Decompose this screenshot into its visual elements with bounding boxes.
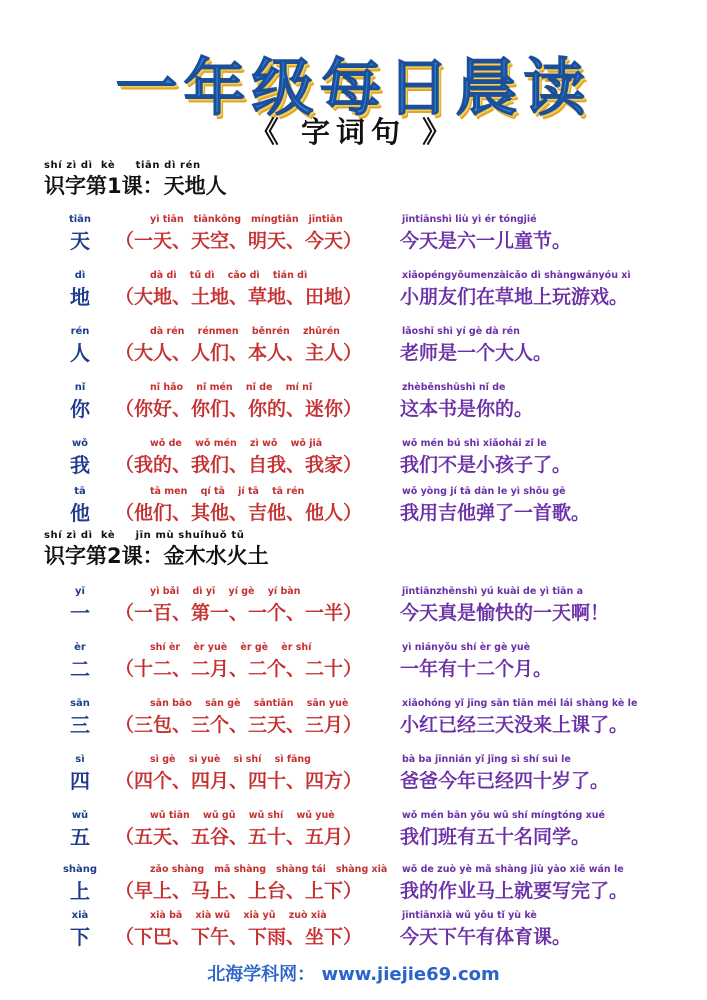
- sentence-pinyin: zhèběnshūshì nǐ de: [402, 382, 506, 393]
- words-pinyin: wǒ de wǒ mén zì wǒ wǒ jiā: [150, 438, 323, 449]
- entry-row: [0, 754, 707, 806]
- words-pinyin: sān bāo sān gè sāntiān sān yuè: [150, 698, 349, 709]
- example-sentence: 一年有十二个月。: [400, 658, 553, 680]
- entry-row: [0, 864, 707, 916]
- main-character: 天: [70, 229, 90, 253]
- sentence-pinyin: wǒ yòng jí tā dàn le yì shǒu gē: [402, 486, 566, 497]
- char-pinyin: rén: [70, 326, 90, 337]
- lesson-heading: 识字第2课：金木水火土: [44, 544, 269, 568]
- char-pinyin: tā: [74, 486, 86, 497]
- entry-row: [0, 438, 707, 490]
- lesson-pinyin: shí zì dì kè tiān dì rén: [44, 160, 201, 171]
- entry-row: [0, 326, 707, 378]
- char-pinyin: shàng: [62, 864, 98, 875]
- sentence-pinyin: xiǎopéngyǒumenzàicǎo dì shàngwányóu xì: [402, 270, 631, 281]
- words-pinyin: sì gè sì yuè sì shí sì fāng: [150, 754, 311, 765]
- example-sentence: 我的作业马上就要写完了。: [400, 880, 629, 902]
- main-character: 他: [70, 501, 90, 525]
- example-sentence: 小朋友们在草地上玩游戏。: [400, 286, 629, 308]
- char-pinyin: èr: [74, 642, 86, 653]
- main-character: 你: [70, 397, 90, 421]
- words-pinyin: yì bǎi dì yī yí gè yí bàn: [150, 586, 301, 597]
- lesson-pinyin: shí zì dì kè jīn mù shuǐhuǒ tǔ: [44, 530, 245, 541]
- word-group: （一天、天空、明天、今天）: [115, 230, 363, 252]
- word-group: （早上、马上、上台、上下）: [115, 880, 363, 902]
- example-sentence: 这本书是你的。: [400, 398, 534, 420]
- main-character: 人: [70, 341, 90, 365]
- example-sentence: 爸爸今年已经四十岁了。: [400, 770, 610, 792]
- lesson-heading: 识字第1课：天地人: [44, 174, 227, 198]
- entry-row: [0, 910, 707, 962]
- char-pinyin: sān: [70, 698, 90, 709]
- sentence-pinyin: wǒ de zuò yè mǎ shàng jiù yào xiě wán le: [402, 864, 624, 875]
- word-group: （你好、你们、你的、迷你）: [115, 398, 363, 420]
- example-sentence: 我们班有五十名同学。: [400, 826, 591, 848]
- example-sentence: 今天真是愉快的一天啊！: [400, 602, 610, 624]
- sentence-pinyin: lǎoshī shì yí gè dà rén: [402, 326, 520, 337]
- sentence-pinyin: xiǎohóng yǐ jīng sān tiān méi lái shàng kè le: [402, 698, 638, 709]
- words-pinyin: dà dì tǔ dì cǎo dì tián dì: [150, 270, 308, 281]
- word-group: （一百、第一、一个、一半）: [115, 602, 363, 624]
- example-sentence: 小红已经三天没来上课了。: [400, 714, 629, 736]
- entry-row: [0, 214, 707, 266]
- main-character: 下: [70, 925, 90, 949]
- words-pinyin: nǐ hǎo nǐ mén nǐ de mí nǐ: [150, 382, 313, 393]
- entry-row: [0, 642, 707, 694]
- lesson-2-header: [44, 530, 269, 570]
- example-sentence: 我们不是小孩子了。: [400, 454, 572, 476]
- main-character: 三: [70, 713, 90, 737]
- sentence-pinyin: jīntiānshì liù yì ér tóngjié: [402, 214, 537, 225]
- char-pinyin: wǔ: [71, 810, 89, 821]
- main-character: 上: [70, 879, 90, 903]
- word-group: （五天、五谷、五十、五月）: [115, 826, 363, 848]
- main-character: 四: [70, 769, 90, 793]
- char-pinyin: nǐ: [74, 382, 86, 393]
- sentence-pinyin: bà ba jīnnián yǐ jīng sì shí suì le: [402, 754, 571, 765]
- example-sentence: 今天下午有体育课。: [400, 926, 572, 948]
- word-group: （三包、三个、三天、三月）: [115, 714, 363, 736]
- sentence-pinyin: jīntiānzhēnshì yú kuài de yì tiān a: [402, 586, 584, 597]
- words-pinyin: tā men qí tā jí tā tā rén: [150, 486, 305, 497]
- word-group: （大人、人们、本人、主人）: [115, 342, 363, 364]
- words-pinyin: zǎo shàng mǎ shàng shàng tái shàng xià: [150, 864, 388, 875]
- footer-website: 北海学科网： www.jiejie69.com: [207, 964, 500, 985]
- entry-row: [0, 382, 707, 434]
- char-pinyin: wǒ: [71, 438, 89, 449]
- words-pinyin: dà rén rénmen běnrén zhǔrén: [150, 326, 340, 337]
- char-pinyin: xià: [71, 910, 89, 921]
- example-sentence: 今天是六一儿童节。: [400, 230, 572, 252]
- sentence-pinyin: wǒ mén bān yǒu wǔ shí míngtóng xué: [402, 810, 605, 821]
- main-character: 二: [70, 657, 90, 681]
- sentence-pinyin: yì niányǒu shí èr gè yuè: [402, 642, 531, 653]
- word-group: （我的、我们、自我、我家）: [115, 454, 363, 476]
- main-character: 地: [70, 285, 90, 309]
- words-pinyin: shí èr èr yuè èr gè èr shí: [150, 642, 312, 653]
- sentence-pinyin: wǒ mén bú shì xiǎohái zǐ le: [402, 438, 547, 449]
- entry-row: [0, 586, 707, 638]
- word-group: （大地、土地、草地、田地）: [115, 286, 363, 308]
- main-character: 五: [70, 825, 90, 849]
- char-pinyin: tiān: [68, 214, 92, 225]
- main-character: 一: [70, 601, 90, 625]
- example-sentence: 老师是一个大人。: [400, 342, 553, 364]
- entry-row: [0, 698, 707, 750]
- main-character: 我: [70, 453, 90, 477]
- sentence-pinyin: jīntiānxià wǔ yǒu tǐ yù kè: [402, 910, 537, 921]
- words-pinyin: xià bā xià wǔ xià yǔ zuò xià: [150, 910, 327, 921]
- char-pinyin: sì: [75, 754, 85, 765]
- entry-row: [0, 810, 707, 862]
- word-group: （他们、其他、吉他、他人）: [115, 502, 363, 524]
- word-group: （四个、四月、四十、四方）: [115, 770, 363, 792]
- words-pinyin: wǔ tiān wǔ gǔ wǔ shí wǔ yuè: [150, 810, 335, 821]
- page-subtitle: 《 字词句 》: [249, 115, 458, 149]
- words-pinyin: yì tiān tiānkōng míngtiān jīntiān: [150, 214, 343, 225]
- page-title: 一年级每日晨读: [115, 51, 592, 124]
- lesson-1-header: [44, 160, 227, 200]
- entry-row: [0, 270, 707, 322]
- char-pinyin: yī: [75, 586, 85, 597]
- word-group: （十二、二月、二个、二十）: [115, 658, 363, 680]
- example-sentence: 我用吉他弹了一首歌。: [400, 502, 591, 524]
- word-group: （下巴、下午、下雨、坐下）: [115, 926, 363, 948]
- char-pinyin: dì: [74, 270, 86, 281]
